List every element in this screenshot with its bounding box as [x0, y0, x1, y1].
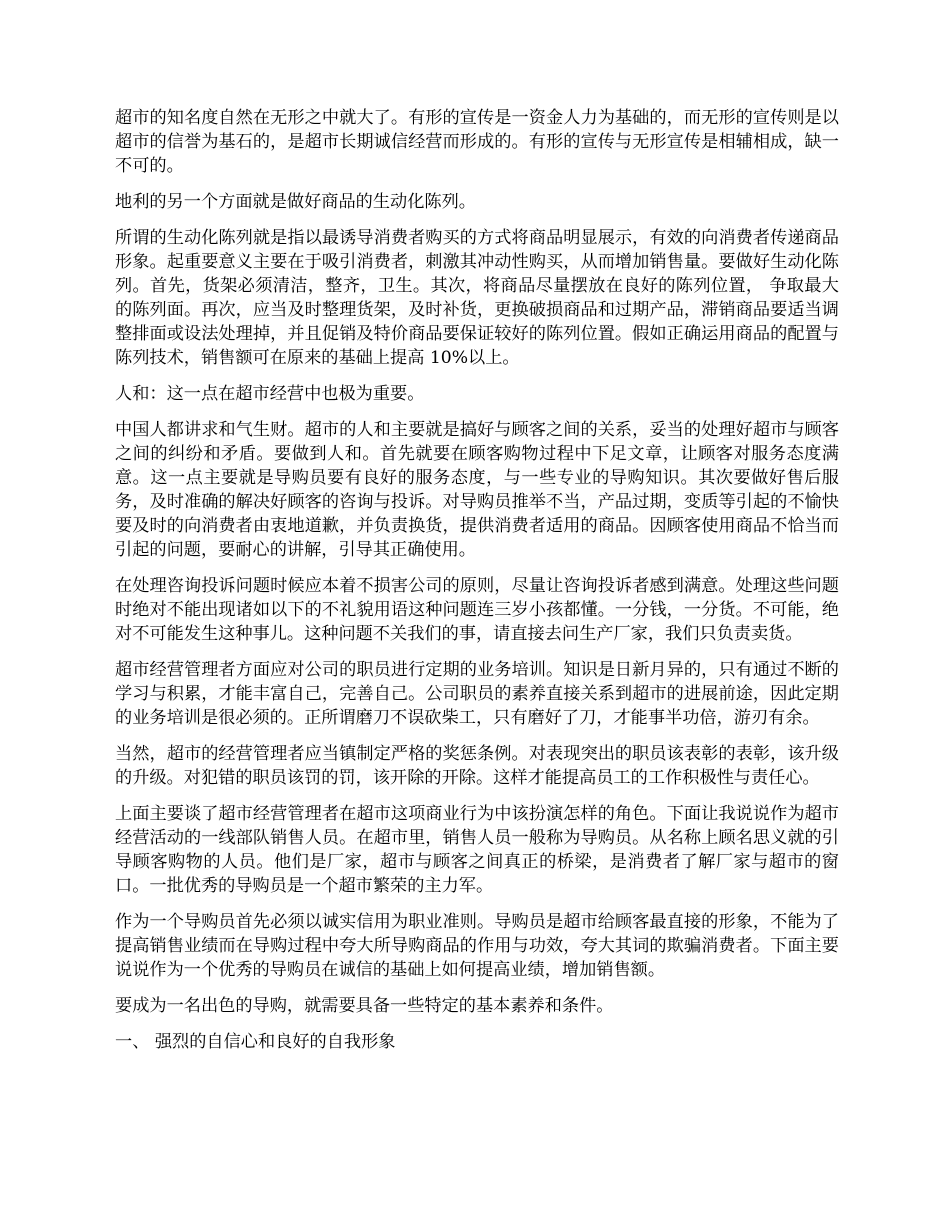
paragraph-merchandise-display: 所谓的生动化陈列就是指以最诱导消费者购买的方式将商品明显展示，有效的向消费者传递商品形象。起重要意义主要在于吸引消费者，刺激其冲动性购买，从而增加销售量。要做好生动化陈列。首先，货架必须清洁，整齐，卫生。其次，将商品尽量摆放在良好的陈列位置， 争取最大的陈列面。再次，应当及时整理货架，及时补货，更换破损商品和过期产品，滞销商品要适当调整排面或设法处理掉，并且促销及特价商品要保证较好的陈列位置。假如正确运用商品的配置与陈列技术，销售额可在原来的基础上提高 10%以上。	[115, 228, 839, 368]
paragraph-brand-awareness: 超市的知名度自然在无形之中就大了。有形的宣传是一资金人力为基础的，而无形的宣传则是以超市的信誉为基石的，是超市长期诚信经营而形成的。有形的宣传与无形宣传是相辅相成，缺一不可的。	[115, 108, 839, 176]
document-page	[115, 106, 839, 1054]
paragraph-harmony-intro: 人和：这一点在超市经营中也极为重要。	[115, 384, 425, 404]
paragraph-complaint-handling: 在处理咨询投诉问题时候应本着不损害公司的原则，尽量让咨询投诉者感到满意。处理这些问题时绝对不能出现诸如以下的不礼貌用语这种问题连三岁小孩都懂。一分钱，一分货。不可能，绝对不可能发生这种事儿。这种问题不关我们的事，请直接去问生产厂家，我们只负责卖货。	[115, 576, 839, 644]
paragraph-integrity: 作为一个导购员首先必须以诚实信用为职业准则。导购员是超市给顾客最直接的形象，不能为了提高销售业绩而在导购过程中夸大所导购商品的作用与功效，夸大其词的欺骗消费者。下面主要说说作为一个优秀的导购员在诚信的基础上如何提高业绩，增加销售额。	[115, 912, 839, 980]
paragraph-merchandise-display-intro: 地利的另一个方面就是做好商品的生动化陈列。	[115, 192, 476, 212]
section-heading-confidence: 一、 强烈的自信心和良好的自我形象	[115, 1032, 396, 1052]
paragraph-customer-relations: 中国人都讲求和气生财。超市的人和主要就是搞好与顾客之间的关系，妥当的处理好超市与顾客之间的纠纷和矛盾。要做到人和。首先就要在顾客购物过程中下足文章，让顾客对服务态度满意。这一点主要就是导购员要有良好的服务态度，与一些专业的导购知识。其次要做好售后服务，及时准确的解决好顾客的咨询与投诉。对导购员推举不当，产品过期，变质等引起的不愉快要及时的向消费者由衷地道歉，并负责换货，提供消费者适用的商品。因顾客使用商品不恰当而引起的问题，要耐心的讲解，引导其正确使用。	[115, 420, 839, 560]
paragraph-staff-training: 超市经营管理者方面应对公司的职员进行定期的业务培训。知识是日新月异的，只有通过不断的学习与积累，才能丰富自己，完善自己。公司职员的素养直接关系到超市的进展前途，因此定期的业务培训是很必须的。正所谓磨刀不误砍柴工，只有磨好了刀，才能事半功倍，游刃有余。	[115, 660, 839, 728]
paragraph-qualities-intro: 要成为一名出色的导购，就需要具备一些特定的基本素养和条件。	[115, 996, 614, 1016]
paragraph-rewards-penalties: 当然，超市的经营管理者应当镇制定严格的奖惩条例。对表现突出的职员该表彰的表彰，该升级的升级。对犯错的职员该罚的罚，该开除的开除。这样才能提高员工的工作积极性与责任心。	[115, 744, 839, 788]
paragraph-sales-staff: 上面主要谈了超市经营管理者在超市这项商业行为中该扮演怎样的角色。下面让我说说作为超市经营活动的一线部队销售人员。在超市里，销售人员一般称为导购员。从名称上顾名思义就的引导顾客购物的人员。他们是厂家，超市与顾客之间真正的桥梁，是消费者了解厂家与超市的窗口。一批优秀的导购员是一个超市繁荣的主力军。	[115, 804, 839, 896]
